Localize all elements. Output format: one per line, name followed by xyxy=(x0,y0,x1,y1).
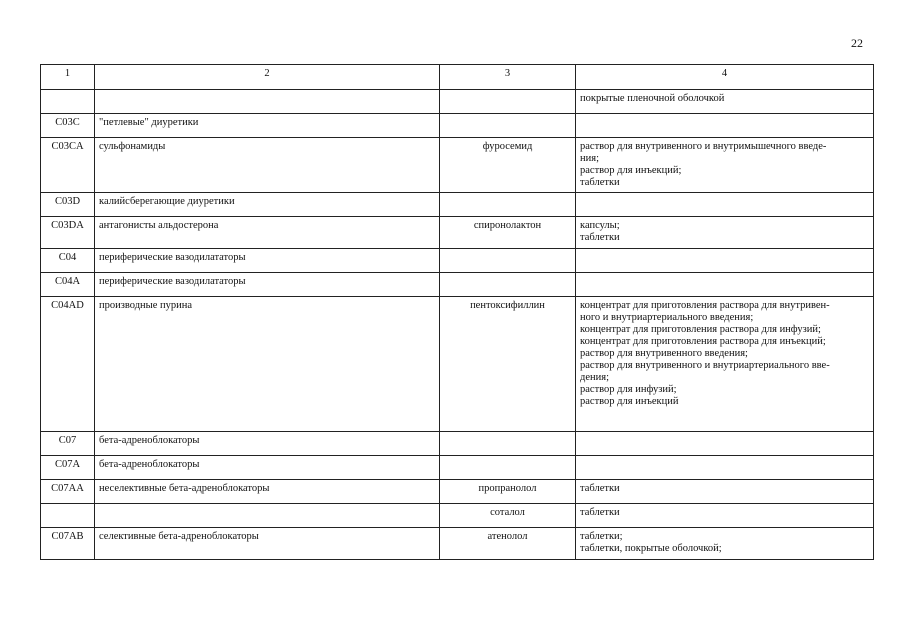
drug-name-cell: фуросемид xyxy=(440,138,576,193)
atc-code-cell xyxy=(41,90,95,114)
group-name-cell: периферические вазодилататоры xyxy=(95,249,440,273)
dosage-forms-cell xyxy=(576,217,874,249)
dosage-form-line: дения; xyxy=(580,372,609,383)
dosage-form-line: таблетки, покрытые оболочкой; xyxy=(580,543,722,554)
group-name-cell: "петлевые" диуретики xyxy=(95,114,440,138)
dosage-form-line: раствор для внутривенного введения; xyxy=(580,348,748,359)
group-name-cell: селективные бета-адреноблокаторы xyxy=(95,528,440,560)
atc-code-cell: C03CA xyxy=(41,138,95,193)
atc-code-cell: C04A xyxy=(41,273,95,297)
dosage-forms-cell xyxy=(576,528,874,560)
dosage-forms-cell xyxy=(576,273,874,297)
table-row xyxy=(41,297,874,432)
atc-code-cell: C07AB xyxy=(41,528,95,560)
atc-code-cell: C03C xyxy=(41,114,95,138)
dosage-form-line: ного и внутриартериального введения; xyxy=(580,312,754,323)
dosage-form-line: таблетки xyxy=(580,232,620,243)
dosage-forms-cell xyxy=(576,249,874,273)
drug-name-cell xyxy=(440,114,576,138)
drug-name-cell: пропранолол xyxy=(440,480,576,504)
table-row xyxy=(41,114,874,138)
drug-name-cell xyxy=(440,193,576,217)
dosage-forms-cell xyxy=(576,480,874,504)
group-name-cell xyxy=(95,504,440,528)
table-row xyxy=(41,217,874,249)
atc-code-cell: C04 xyxy=(41,249,95,273)
group-name-cell: калийсберегающие диуретики xyxy=(95,193,440,217)
atc-code-cell: C03D xyxy=(41,193,95,217)
table-row xyxy=(41,528,874,560)
dosage-form-line: таблетки xyxy=(580,483,620,494)
drug-name-cell xyxy=(440,456,576,480)
group-name-cell: сульфонамиды xyxy=(95,138,440,193)
dosage-form-line: концентрат для приготовления раствора для инъекций; xyxy=(580,336,826,347)
drug-name-cell xyxy=(440,249,576,273)
dosage-form-line: покрытые пленочной оболочкой xyxy=(580,93,725,104)
table-row xyxy=(41,480,874,504)
drug-table xyxy=(40,64,874,560)
dosage-forms-cell xyxy=(576,193,874,217)
table-row xyxy=(41,504,874,528)
dosage-forms-cell xyxy=(576,114,874,138)
dosage-form-line: раствор для внутривенного и внутримышечного введе- xyxy=(580,141,827,152)
dosage-form-line: раствор для инъекций xyxy=(580,396,679,407)
group-name-cell: периферические вазодилататоры xyxy=(95,273,440,297)
drug-name-cell: атенолол xyxy=(440,528,576,560)
group-name-cell: неселективные бета-адреноблокаторы xyxy=(95,480,440,504)
drug-name-cell: соталол xyxy=(440,504,576,528)
atc-code-cell: C07AA xyxy=(41,480,95,504)
dosage-form-line: концентрат для приготовления раствора для инфузий; xyxy=(580,324,821,335)
table-row xyxy=(41,456,874,480)
atc-code-cell: C03DA xyxy=(41,217,95,249)
dosage-forms-cell xyxy=(576,504,874,528)
column-header: 1 xyxy=(41,65,95,90)
group-name-cell: бета-адреноблокаторы xyxy=(95,432,440,456)
column-header: 3 xyxy=(440,65,576,90)
table-row xyxy=(41,193,874,217)
atc-code-cell: C07 xyxy=(41,432,95,456)
dosage-form-line: таблетки xyxy=(580,507,620,518)
dosage-forms-cell xyxy=(576,432,874,456)
drug-name-cell xyxy=(440,432,576,456)
group-name-cell xyxy=(95,90,440,114)
column-header: 2 xyxy=(95,65,440,90)
drug-name-cell: спиронолактон xyxy=(440,217,576,249)
atc-code-cell: C07A xyxy=(41,456,95,480)
group-name-cell: антагонисты альдостерона xyxy=(95,217,440,249)
drug-name-cell: пентоксифиллин xyxy=(440,297,576,432)
atc-code-cell: C04AD xyxy=(41,297,95,432)
table-row xyxy=(41,432,874,456)
group-name-cell: производные пурина xyxy=(95,297,440,432)
dosage-form-line: таблетки xyxy=(580,177,620,188)
table-row xyxy=(41,249,874,273)
dosage-form-line: раствор для инъекций; xyxy=(580,165,682,176)
dosage-forms-cell xyxy=(576,297,874,432)
dosage-form-line: раствор для инфузий; xyxy=(580,384,677,395)
page-number: 22 xyxy=(851,36,863,50)
drug-name-cell xyxy=(440,90,576,114)
dosage-form-line: концентрат для приготовления раствора для внутривен- xyxy=(580,300,830,311)
table-row xyxy=(41,138,874,193)
table-body xyxy=(41,90,874,560)
dosage-form-line: таблетки; xyxy=(580,531,623,542)
dosage-form-line: раствор для внутривенного и внутриартериального вве- xyxy=(580,360,830,371)
table-row xyxy=(41,90,874,114)
drug-name-cell xyxy=(440,273,576,297)
dosage-form-line: ния; xyxy=(580,153,599,164)
dosage-forms-cell xyxy=(576,138,874,193)
atc-code-cell xyxy=(41,504,95,528)
dosage-forms-cell xyxy=(576,456,874,480)
dosage-form-line: капсулы; xyxy=(580,220,620,231)
column-header: 4 xyxy=(576,65,874,90)
dosage-forms-cell xyxy=(576,90,874,114)
group-name-cell: бета-адреноблокаторы xyxy=(95,456,440,480)
table-row xyxy=(41,273,874,297)
header-row xyxy=(41,65,874,90)
